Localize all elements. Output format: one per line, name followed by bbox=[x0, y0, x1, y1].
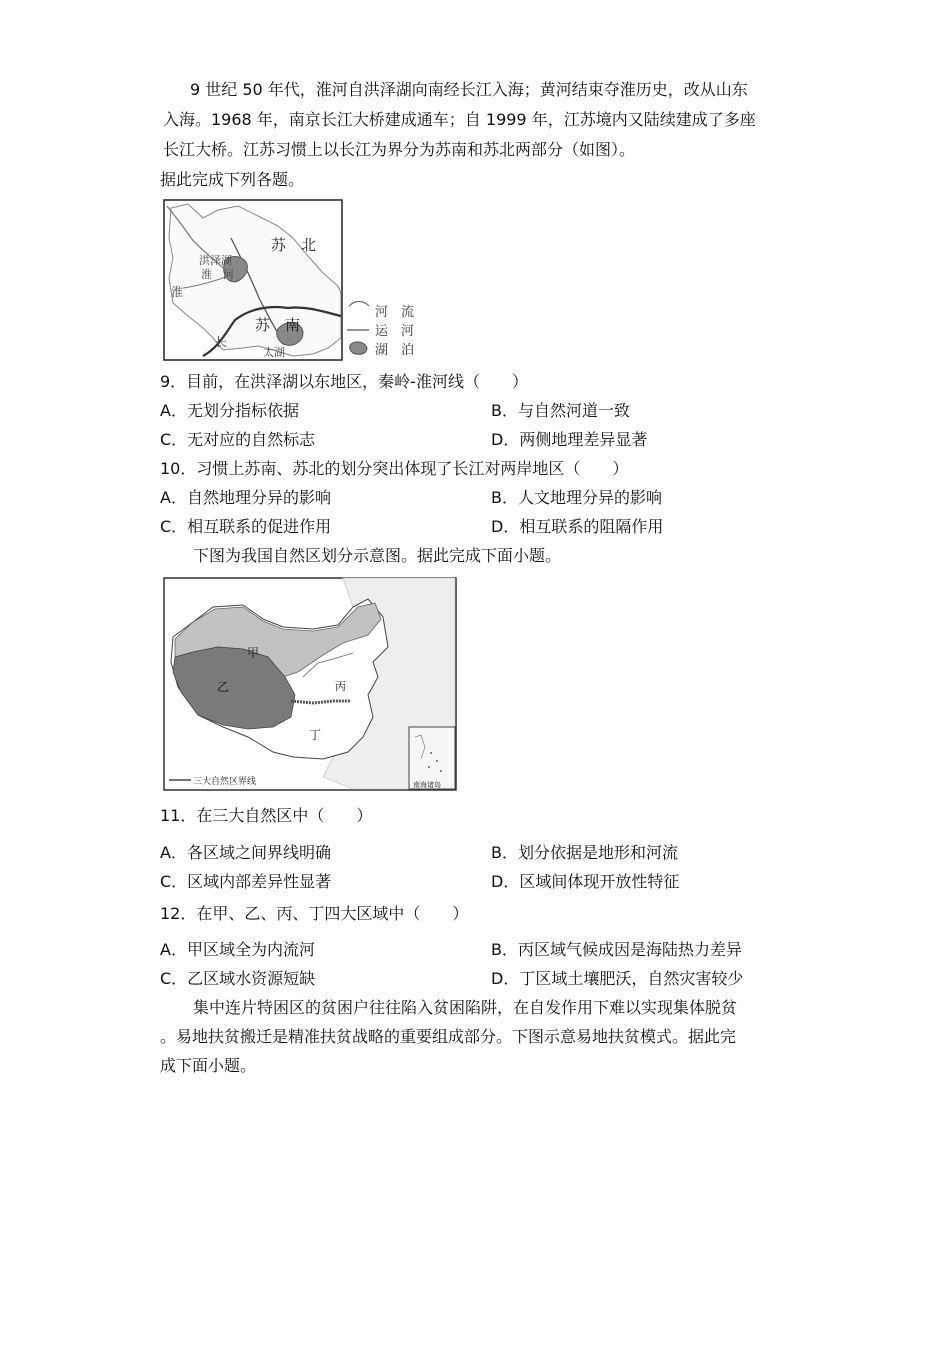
legend-canal-a: 运 bbox=[375, 324, 389, 339]
legend-river-b: 流 bbox=[401, 305, 415, 320]
jiangsu-map bbox=[163, 198, 423, 363]
q9-option-b: B．与自然河道一致 bbox=[491, 401, 630, 420]
legend-lake-b: 泊 bbox=[401, 343, 415, 358]
q12-option-d: D．丁区域土壤肥沃，自然灾害较少 bbox=[491, 969, 744, 988]
label-hongze: 洪泽湖 bbox=[199, 254, 232, 267]
region-bing-label: 丙 bbox=[335, 680, 346, 693]
q10-stem: 10．习惯上苏南、苏北的划分突出体现了长江对两岸地区（ ） bbox=[160, 459, 629, 478]
intro1-line1: 9 世纪 50 年代，淮河自洪泽湖向南经长江入海；黄河结束夺淮历史，改从山东 bbox=[190, 80, 748, 99]
china-regions-map bbox=[163, 577, 458, 792]
label-subei: 苏 北 bbox=[271, 236, 317, 254]
intro3-line3: 成下面小题。 bbox=[160, 1056, 257, 1075]
q11-option-a: A．各区域之间界线明确 bbox=[160, 843, 331, 862]
q9-option-d: D．两侧地理差异显著 bbox=[491, 430, 648, 449]
q10-option-c: C．相互联系的促进作用 bbox=[160, 517, 332, 536]
region-ding-label: 丁 bbox=[309, 728, 322, 742]
legend-boundary-label: 三大自然区界线 bbox=[193, 777, 257, 787]
intro3-line2: 。易地扶贫搬迁是精准扶贫战略的重要组成部分。下图示意易地扶贫模式。据此完 bbox=[160, 1027, 737, 1046]
legend-lake-a: 湖 bbox=[375, 343, 389, 358]
intro1-line3: 长江大桥。江苏习惯上以长江为界分为苏南和苏北两部分（如图）。 bbox=[163, 140, 636, 159]
region-yi-label: 乙 bbox=[217, 680, 230, 694]
q11-option-d: D．区域间体现开放性特征 bbox=[491, 872, 680, 891]
intro3-line1: 集中连片特困区的贫困户往往陷入贫困陷阱，在自发作用下难以实现集体脱贫 bbox=[193, 998, 738, 1017]
q12-stem: 12．在甲、乙、丙、丁四大区域中（ ） bbox=[160, 904, 469, 923]
q11-option-b: B．划分依据是地形和河流 bbox=[491, 843, 678, 862]
intro1-line2: 入海。1968 年，南京长江大桥建成通车；自 1999 年，江苏境内又陆续建成了多座 bbox=[163, 110, 756, 129]
label-huaihe: 淮 河 bbox=[201, 268, 234, 281]
q11-option-c: C．区域内部差异性显著 bbox=[160, 872, 332, 891]
intro2: 下图为我国自然区划分示意图。据此完成下面小题。 bbox=[193, 546, 562, 565]
legend-canal-b: 河 bbox=[401, 324, 415, 339]
q11-stem: 11．在三大自然区中（ ） bbox=[160, 806, 373, 825]
label-huai: 淮 bbox=[171, 285, 184, 299]
q12-option-b: B．丙区域气候成因是海陆热力差异 bbox=[491, 940, 742, 959]
label-taihu: 太湖 bbox=[263, 346, 285, 359]
q10-option-a: A．自然地理分异的影响 bbox=[160, 488, 331, 507]
q12-option-c: C．乙区域水资源短缺 bbox=[160, 969, 316, 988]
region-jia-label: 甲 bbox=[247, 646, 260, 660]
q9-stem: 9．目前，在洪泽湖以东地区，秦岭-淮河线（ ） bbox=[160, 372, 528, 391]
inset-label: 南海诸岛 bbox=[413, 781, 441, 789]
legend-river-a: 河 bbox=[375, 305, 389, 320]
intro1-line4: 据此完成下列各题。 bbox=[160, 170, 305, 189]
q9-option-a: A．无划分指标依据 bbox=[160, 401, 299, 420]
q12-option-a: A．甲区域全为内流河 bbox=[160, 940, 315, 959]
label-chang: 长 bbox=[215, 335, 228, 349]
q10-option-b: B．人文地理分异的影响 bbox=[491, 488, 662, 507]
q10-option-d: D．相互联系的阻隔作用 bbox=[491, 517, 664, 536]
q9-option-c: C．无对应的自然标志 bbox=[160, 430, 316, 449]
label-sunan: 苏 南 bbox=[255, 316, 301, 334]
